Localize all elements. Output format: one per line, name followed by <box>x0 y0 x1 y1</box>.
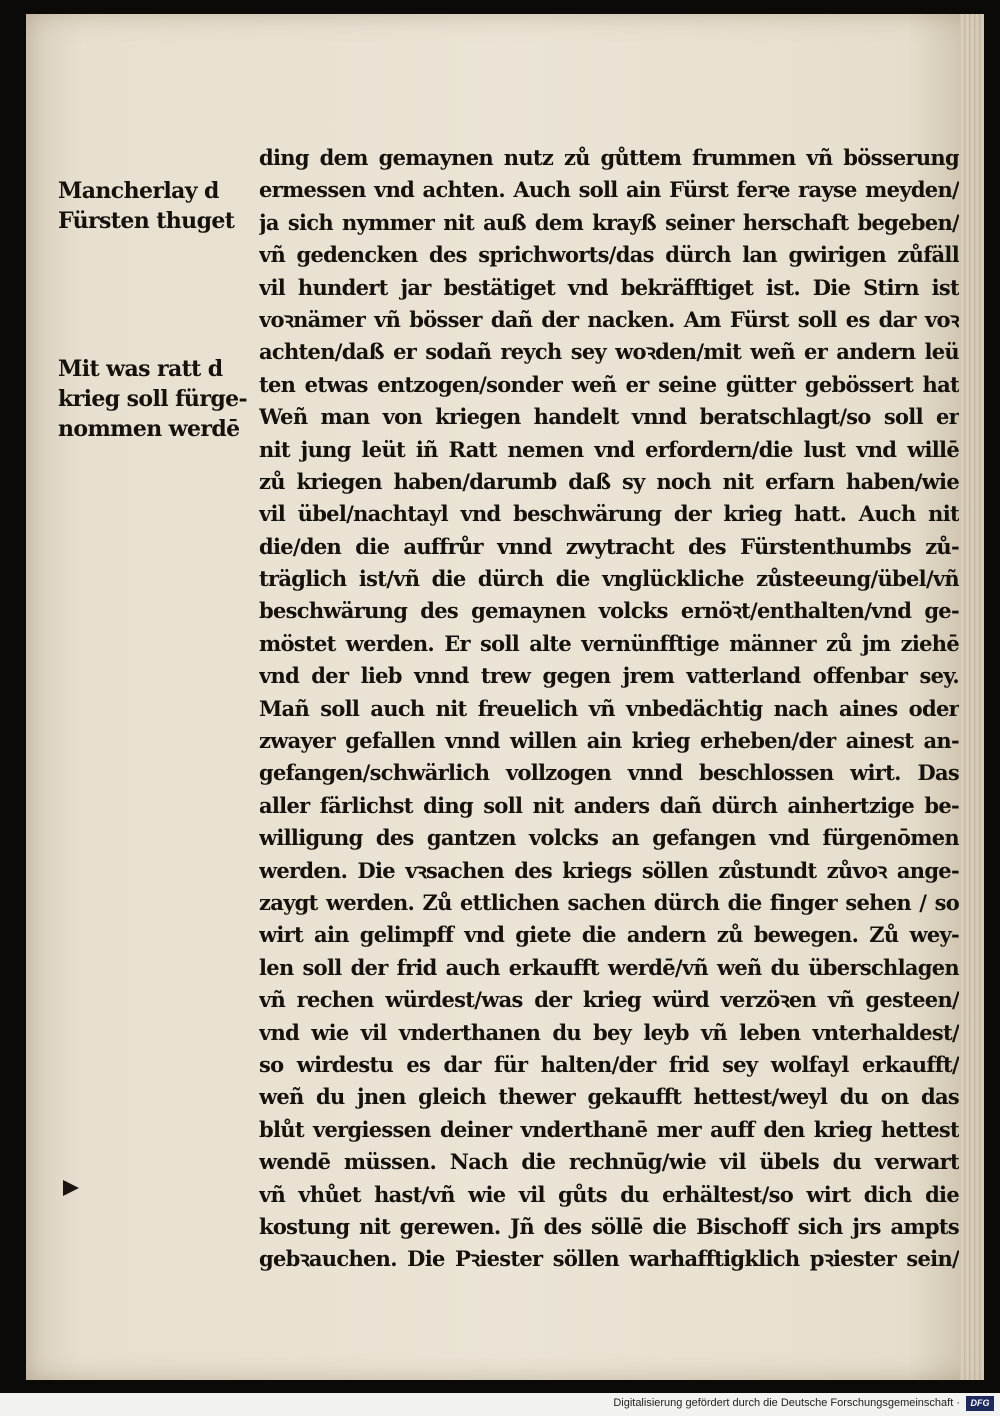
text-line: vñ gedencken des sprichworts/das dürch lan gwirigen zůfäll <box>259 242 959 268</box>
margin-note-princes-virtues <box>58 176 258 236</box>
margin-note-war-counsel <box>58 354 258 444</box>
text-line: vil übel/nachtayl vnd beschwärung der krieg hatt. Auch nit <box>259 501 959 527</box>
text-line: vil hundert jar bestätiget vnd bekräfftiget ist. Die Stirn ist <box>259 274 959 300</box>
text-line: zů kriegen haben/darumb daß sy noch nit erfarn haben/wie <box>259 468 959 494</box>
page-edge <box>960 14 984 1380</box>
text-line: nit jung leüt iñ Ratt nemen vnd erfordern/die lust vnd willē <box>259 436 959 462</box>
text-line: möstet werden. Er soll alte vernünfftige männer zů jm ziehē <box>259 630 959 656</box>
text-line: zwayer gefallen vnnd willen ain krieg erheben/der ainest an- <box>259 728 959 754</box>
text-line: aller färlichst ding soll nit anders dañ dürch ainhertzige be- <box>259 792 959 818</box>
text-line: gebꝛauchen. Die Pꝛiester söllen warhafftigklich pꝛiester sein/ <box>259 1246 959 1272</box>
text-line: voꝛnämer vñ bösser dañ der nacken. Am Fürst soll es dar voꝛ <box>259 306 959 332</box>
text-line: wendē müssen. Nach die rechnūg/wie vil übels du verwart <box>259 1149 959 1175</box>
text-line: vñ rechen würdest/was der krieg würd verzöꝛen vñ gesteen/ <box>259 987 959 1013</box>
text-line: kostung nit gerewen. Jñ des söllē die Bischoff sich jrs ampts <box>259 1213 959 1239</box>
margin-note-line: Fürsten thuget <box>58 208 235 234</box>
text-line: gefangen/schwärlich vollzogen vnnd beschlossen wirt. Das <box>259 760 959 786</box>
footer-bar <box>0 1393 1000 1416</box>
text-line: wirt ain gelimpff vnd giete die andern zů bewegen. Zů wey- <box>259 922 959 948</box>
dfg-logo: DFG <box>966 1396 994 1411</box>
text-line: vñ vhůet hast/vñ wie vil gůts du erhältest/so wirt dich die <box>259 1181 959 1207</box>
text-line: ja sich nymmer nit auß dem krayß seiner herschaft begeben/ <box>259 209 959 235</box>
pointer-mark-icon <box>63 1180 79 1196</box>
text-line: die/den die auffrůr vnnd zwytracht des Fürstenthumbs zů- <box>259 533 959 559</box>
text-line: weñ du jnen gleich thewer gekaufft hettest/weyl du on das <box>259 1084 959 1110</box>
text-line: ermessen vnd achten. Auch soll ain Fürst ferꝛe rayse meyden/ <box>259 177 959 203</box>
funding-credit: Digitalisierung gefördert durch die Deutsche Forschungsgemeinschaft · <box>613 1397 960 1409</box>
margin-note-line: Mancherlay d <box>58 178 219 204</box>
text-line: beschwärung des gemaynen volcks ernöꝛt/enthalten/vnd ge- <box>259 598 959 624</box>
text-line: vnd wie vil vnderthanen du bey leyb vñ leben vnterhaldest/ <box>259 1019 959 1045</box>
body-text-block <box>259 142 959 1276</box>
text-line: Weñ man von kriegen handelt vnnd beratschlagt/so soll er <box>259 404 959 430</box>
book-page <box>26 14 984 1380</box>
margin-note-line: krieg soll fürge- <box>58 386 248 412</box>
text-line: len soll der frid auch erkaufft werdē/vñ weñ du überschlagen <box>259 954 959 980</box>
text-line: zaygt werden. Zů ettlichen sachen dürch die finger sehen / so <box>259 889 959 915</box>
margin-note-line: Mit was ratt d <box>58 356 223 382</box>
text-line: träglich ist/vñ die dürch die vnglückliche zůsteeung/übel/vñ <box>259 566 959 592</box>
text-line: blůt vergiessen deiner vnderthanē mer auff den krieg hettest <box>259 1116 959 1142</box>
text-line: ten etwas entzogen/sonder weñ er seine gütter gebössert hat <box>259 371 959 397</box>
text-line: vnd der lieb vnnd trew gegen jrem vatterland offenbar sey. <box>259 663 959 689</box>
text-line: willigung des gantzen volcks an gefangen vnd fürgenōmen <box>259 825 959 851</box>
margin-note-line: nommen werdē <box>58 416 240 442</box>
text-line: achten/daß er sodañ reych sey woꝛden/mit weñ er andern leü <box>259 339 959 365</box>
text-line: ding dem gemaynen nutz zů gůttem frummen vñ bösserung <box>259 145 959 170</box>
text-line: werden. Die vꝛsachen des kriegs söllen zůstundt zůvoꝛ ange- <box>259 857 959 883</box>
text-line: Mañ soll auch nit freuelich vñ vnbedächtig nach aines oder <box>259 695 959 721</box>
text-line: so wirdestu es dar für halten/der frid sey wolfayl erkaufft/ <box>259 1051 959 1077</box>
